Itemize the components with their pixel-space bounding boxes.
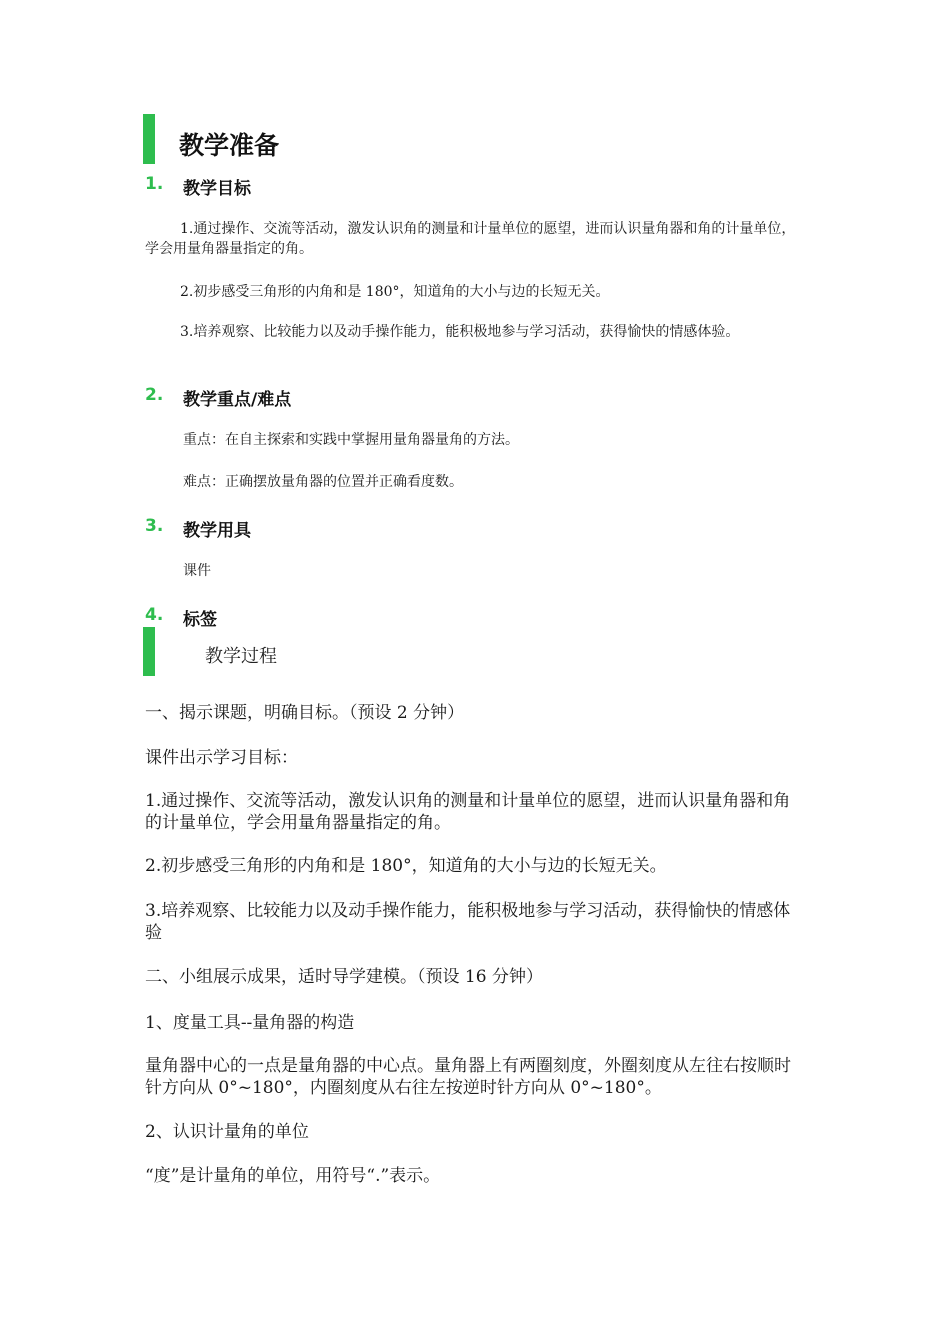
page-title: 教学准备 (179, 131, 280, 160)
section-number-4: 4. (145, 605, 164, 625)
process-line-2: 课件出示学习目标： (145, 748, 298, 768)
section-number-1: 1. (145, 174, 164, 194)
goal-paragraph-3: 3.培养观察、比较能力以及动手操作能力，能积极地参与学习活动，获得愉快的情感体验。 (180, 324, 740, 340)
tools-item-text: 课件 (183, 563, 211, 579)
title-accent-bar (143, 114, 155, 164)
goal-paragraph-1: 1.通过操作、交流等活动，激发认识角的测量和计量单位的愿望，进而认识量角器和角的计量单位，学会用量角器量指定的角。 (145, 221, 796, 257)
process-line-3: 1.通过操作、交流等活动，激发认识角的测量和计量单位的愿望，进而认识量角器和角的计量单位，学会用量角器量指定的角。 (145, 791, 791, 833)
section-number-2: 2. (145, 385, 164, 405)
process-line-10: “度”是计量角的单位，用符号“.”表示。 (145, 1166, 441, 1186)
section-number-3: 3. (145, 516, 164, 536)
process-accent-bar (143, 627, 155, 676)
process-line-5: 3.培养观察、比较能力以及动手操作能力，能积极地参与学习活动，获得愉快的情感体验 (145, 901, 791, 943)
section-heading-focus: 教学重点/难点 (183, 390, 292, 410)
key-point-text: 重点：在自主探索和实践中掌握用量角器量角的方法。 (183, 432, 519, 448)
process-line-1: 一、揭示课题，明确目标。（预设 2 分钟） (145, 703, 465, 723)
process-line-6: 二、小组展示成果，适时导学建模。（预设 16 分钟） (145, 967, 543, 987)
difficulty-text: 难点：正确摆放量角器的位置并正确看度数。 (183, 474, 463, 490)
section-heading-tools: 教学用具 (183, 521, 251, 541)
process-line-4: 2.初步感受三角形的内角和是 180°，知道角的大小与边的长短无关。 (145, 856, 667, 876)
section-heading-tags: 标签 (183, 610, 217, 630)
process-line-8: 量角器中心的一点是量角器的中心点。量角器上有两圈刻度，外圈刻度从左往右按顺时针方向从 0°~180°，内圈刻度从右往左按逆时针方向从 0°~180°。 (145, 1056, 791, 1098)
section-heading-goals: 教学目标 (183, 179, 251, 199)
process-title: 教学过程 (205, 646, 277, 667)
process-line-7: 1、度量工具--量角器的构造 (145, 1013, 355, 1033)
process-line-9: 2、认识计量角的单位 (145, 1122, 309, 1142)
goal-paragraph-2: 2.初步感受三角形的内角和是 180°，知道角的大小与边的长短无关。 (180, 284, 610, 300)
